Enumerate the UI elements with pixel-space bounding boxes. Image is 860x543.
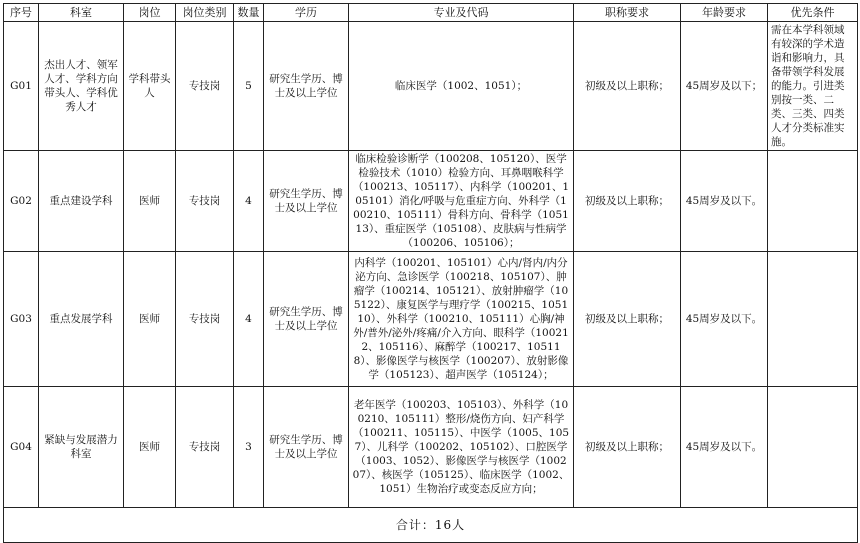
row-post: 学科带头人 [124, 22, 176, 151]
header-cell: 专业及代码 [349, 4, 574, 22]
row-dept: 重点建设学科 [39, 151, 124, 252]
row-category: 专技岗 [176, 22, 234, 151]
row-priority: 需在本学科领域有较深的学术造诣和影响力，具备带领学科发展的能力。引进类别按一类、二类、三类、四类人才分类标准实施。 [768, 22, 858, 151]
row-post: 医师 [124, 252, 176, 387]
row-dept: 杰出人才、领军人才、学科方向带头人、学科优秀人才 [39, 22, 124, 151]
row-education: 研究生学历、博士及以上学位 [264, 387, 349, 508]
row-education: 研究生学历、博士及以上学位 [264, 22, 349, 151]
header-cell: 优先条件 [768, 4, 858, 22]
recruitment-table [3, 3, 858, 543]
row-major: 老年医学（100203、105103）、外科学（100210、105111）整形/烧伤方向、妇产科学（100211、105115）、中医学（1005、1057）、儿科学（100202、105102）、口腔医学（1003、1052）、影像医学与核医学（100207）、核医学（105125）、临床医学（1002、1051）生物治疗或变态反应方向； [349, 387, 574, 508]
header-cell: 职称要求 [574, 4, 681, 22]
row-category: 专技岗 [176, 252, 234, 387]
row-priority [768, 387, 858, 508]
row-major: 内科学（100201、105101）心内/肾内/内分泌方向、急诊医学（100218、105107）、肿瘤学（100214、105121）、放射肿瘤学（105122）、康复医学与理疗学（100215、105110）、外科学（100210、105111）心胸/神外/普外/泌外/疼痛/介入方向、眼科学（100212、105116）、麻醉学（100217、105118）、影像医学与核医学（100207）、放射影像学（105123）、超声医学（105124）； [349, 252, 574, 387]
row-dept: 紧缺与发展潜力科室 [39, 387, 124, 508]
row-dept: 重点发展学科 [39, 252, 124, 387]
row-count: 5 [234, 22, 264, 151]
header-cell: 岗位类别 [176, 4, 234, 22]
row-count: 4 [234, 151, 264, 252]
row-priority [768, 151, 858, 252]
row-education: 研究生学历、博士及以上学位 [264, 151, 349, 252]
header-cell: 岗位 [124, 4, 176, 22]
row-count: 3 [234, 387, 264, 508]
row-title-req: 初级及以上职称； [574, 151, 681, 252]
row-post: 医师 [124, 387, 176, 508]
header-row [4, 4, 858, 22]
row-id: G01 [4, 22, 39, 151]
row-category: 专技岗 [176, 387, 234, 508]
row-education: 研究生学历、博士及以上学位 [264, 252, 349, 387]
row-id: G04 [4, 387, 39, 508]
table-row [4, 22, 858, 151]
row-major: 临床检验诊断学（100208、105120）、医学检验技术（1010）检验方向、耳鼻咽喉科学（100213、105117）、内科学（100201、105101）消化/呼吸与危重症方向、外科学（100210、105111）骨科方向、骨科学（105113）、重症医学（105108）、皮肤病与性病学（100206、105106）； [349, 151, 574, 252]
header-cell: 学历 [264, 4, 349, 22]
table-row [4, 151, 858, 252]
row-age-req: 45周岁及以下。 [681, 151, 768, 252]
header-cell: 年龄要求 [681, 4, 768, 22]
row-age-req: 45周岁及以下。 [681, 252, 768, 387]
table-row [4, 387, 858, 508]
header-cell: 科室 [39, 4, 124, 22]
row-id: G03 [4, 252, 39, 387]
row-title-req: 初级及以上职称； [574, 387, 681, 508]
row-id: G02 [4, 151, 39, 252]
row-priority [768, 252, 858, 387]
row-major: 临床医学（1002、1051）； [349, 22, 574, 151]
header-cell: 数量 [234, 4, 264, 22]
header-cell: 序号 [4, 4, 39, 22]
total-count: 合计：16人 [4, 508, 858, 543]
row-category: 专技岗 [176, 151, 234, 252]
row-post: 医师 [124, 151, 176, 252]
row-age-req: 45周岁及以下； [681, 22, 768, 151]
row-title-req: 初级及以上职称； [574, 22, 681, 151]
total-row [4, 508, 858, 543]
row-age-req: 45周岁及以下。 [681, 387, 768, 508]
table-row [4, 252, 858, 387]
row-count: 4 [234, 252, 264, 387]
row-title-req: 初级及以上职称； [574, 252, 681, 387]
